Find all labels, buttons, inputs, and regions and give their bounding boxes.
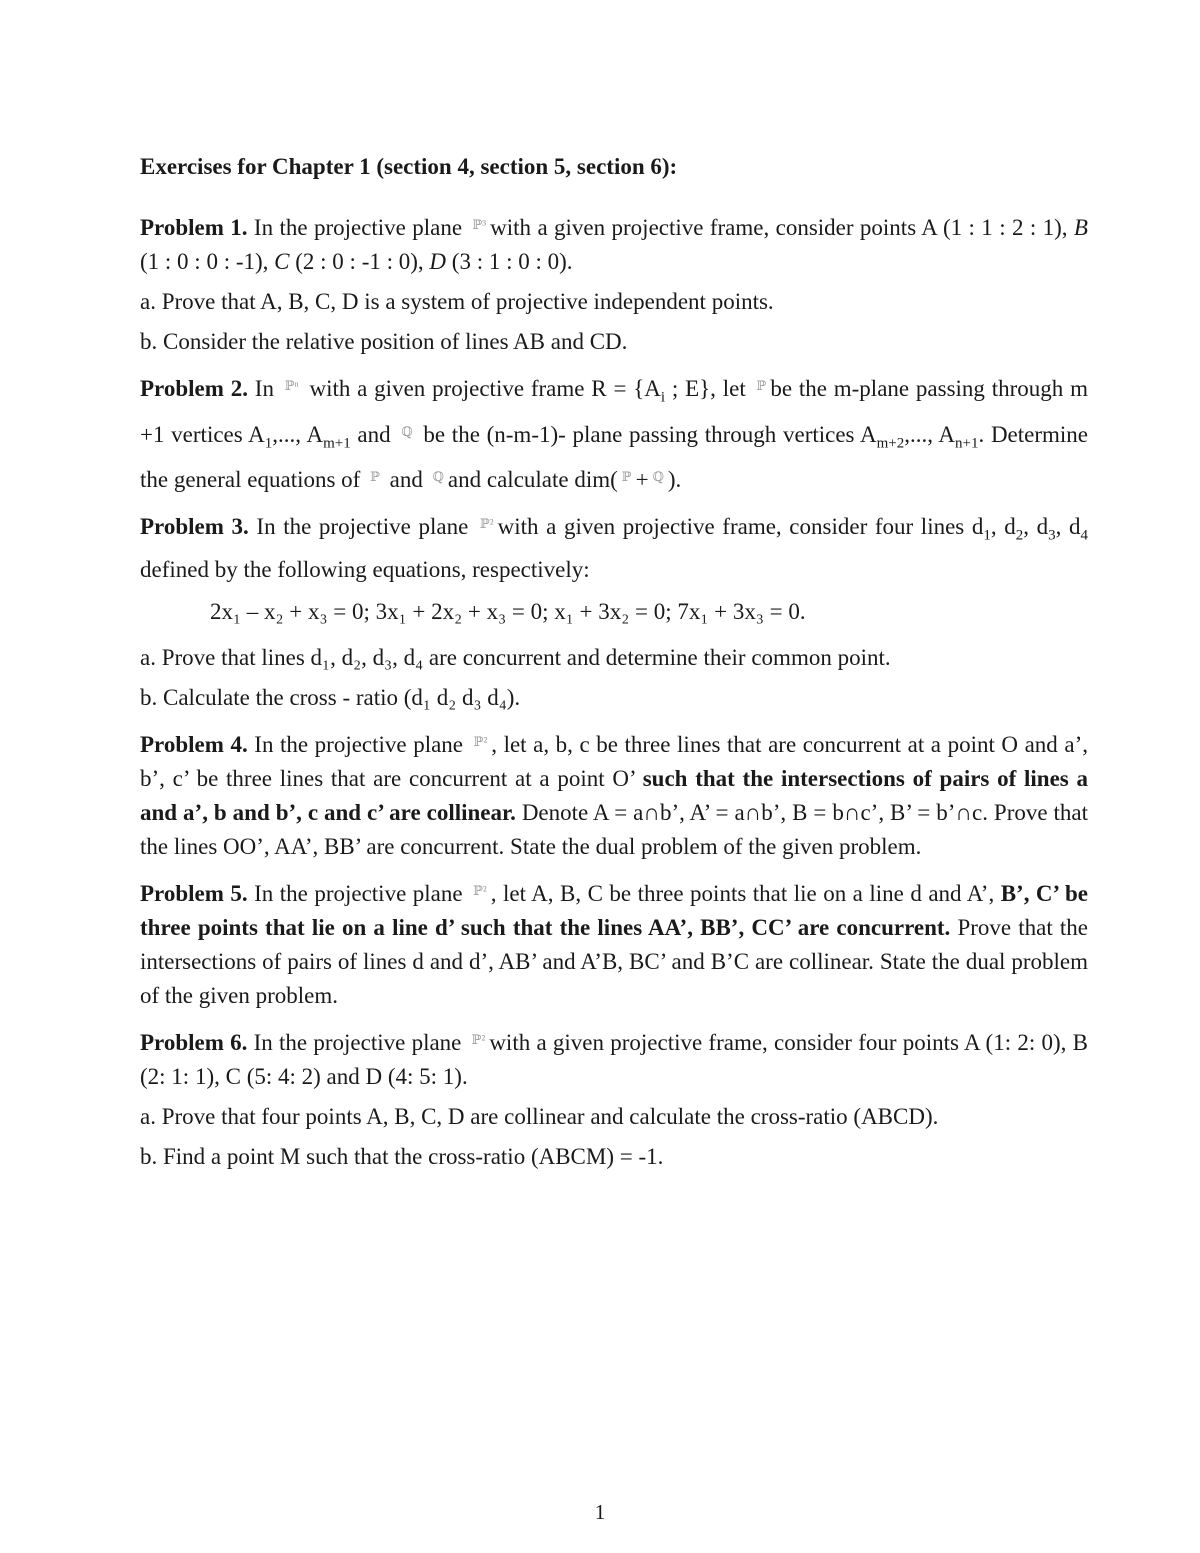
problem-6: Problem 6. In the projective plane ℙ² with a given projective frame, consider four points A (1: 2: 0), B (2: 1: 1), C (5: 4: 2) and D (4: 5: 1). <box>140 1023 1088 1094</box>
projective-plane-symbol-icon: ℙ² <box>473 882 487 898</box>
problem-5: Problem 5. In the projective plane ℙ² , let A, B, C be three points that lie on a line d and A’, B’, C’ be three points that lie on a line d’ such that the lines AA’, BB’, CC’ are concurrent. Prove that the intersections of pairs of lines d and d’, AB’ and A’B, BC’ and B’C are collinear. State the dual problem of the given problem. <box>140 874 1088 1013</box>
page-title: Exercises for Chapter 1 (section 4, section 5, section 6): <box>140 154 678 179</box>
plane-p-symbol-icon: ℙ <box>370 469 380 485</box>
projective-plane-symbol-icon: ℙ² <box>471 1031 486 1047</box>
plane-q-symbol-icon: ℚ <box>652 469 664 485</box>
problem-3-part-b: b. Calculate the cross - ratio (d₁ d₂ d₃ d₄). <box>140 684 521 710</box>
problem-label: Problem 4. <box>140 731 248 757</box>
problem-label: Problem 1. <box>140 215 248 240</box>
plane-p-symbol-icon: ℙ <box>756 378 767 393</box>
problem-1: Problem 1. In the projective plane ℙ³ with a given projective frame, consider points A (1 : 1 : 2 : 1), B (1 : 0 : 0 : -1), C (2 : 0 : -1 : 0), D (3 : 1 : 0 : 0). <box>140 208 1088 279</box>
projective-space-symbol-icon: ℙⁿ <box>284 378 299 393</box>
problem-label: Problem 3. <box>140 514 249 540</box>
problem-1-part-a: a. Prove that A, B, C, D is a system of projective independent points. <box>140 289 774 314</box>
projective-plane-symbol-icon: ℙ² <box>473 733 488 749</box>
problem-4: Problem 4. In the projective plane ℙ² , let a, b, c be three lines that are concurrent at a point O and a’, b’, c’ be three lines that are concurrent at a point O’ such that the intersections of pairs of lines a and a’, b and b’, c and c’ are collinear. Denote A = a∩b’, A’ = a∩b’, B = b∩c’, B’ = b’∩c. Prove that the lines OO’, AA’, BB’ are concurrent. State the dual problem of the given problem. <box>140 725 1088 864</box>
problem-2: Problem 2. In ℙⁿ with a given projective frame $R = \{A_i$ ; E}, let ℙ be the m-plane passing through m +1 vertices $A_1$,..., $A_{m+1}$ and ℚ be the (n-m-1)- plane passing through vertices $A_{m+2}$,..., $A_{n+1}$. Determine the general equations of ℙ and ℚ and calculate dim( ℙ + ℚ ). <box>140 369 1088 497</box>
problem-3: Problem 3. In the projective plane ℙ² with a given projective frame, consider four lines $d_1$, $d_2$, $d_3$, $d_4$ defined by the following equations, respectively: <box>140 507 1088 587</box>
problem-label: Problem 2. <box>140 376 248 401</box>
page-number: 1 <box>594 1500 606 1524</box>
projective-space-symbol-icon: ℙ³ <box>472 217 487 232</box>
problem-label: Problem 6. <box>140 1029 248 1055</box>
problem-6-part-a: a. Prove that four points A, B, C, D are collinear and calculate the cross-ratio (ABCD). <box>140 1103 939 1129</box>
problem-1-part-b: b. Consider the relative position of lines AB and CD. <box>140 329 628 354</box>
problem-3-equations: 2x₁ – x₂ + x₃ = 0; 3x₁ + 2x₂ + x₃ = 0; x₁ + 3x₂ = 0; 7x₁ + 3x₃ = 0. <box>210 598 806 624</box>
plane-p-symbol-icon: ℙ <box>621 469 632 485</box>
problem-6-part-b: b. Find a point M such that the cross-ratio (ABCM) = -1. <box>140 1143 664 1169</box>
problem-3-part-a: a. Prove that lines d₁, d₂, d₃, d₄ are concurrent and determine their common point. <box>140 644 891 670</box>
problem-label: Problem 5. <box>140 880 248 906</box>
document-page <box>140 152 1088 1184</box>
plane-q-symbol-icon: ℚ <box>401 423 413 439</box>
plane-q-symbol-icon: ℚ <box>432 469 444 485</box>
projective-plane-symbol-icon: ℙ² <box>479 516 494 532</box>
